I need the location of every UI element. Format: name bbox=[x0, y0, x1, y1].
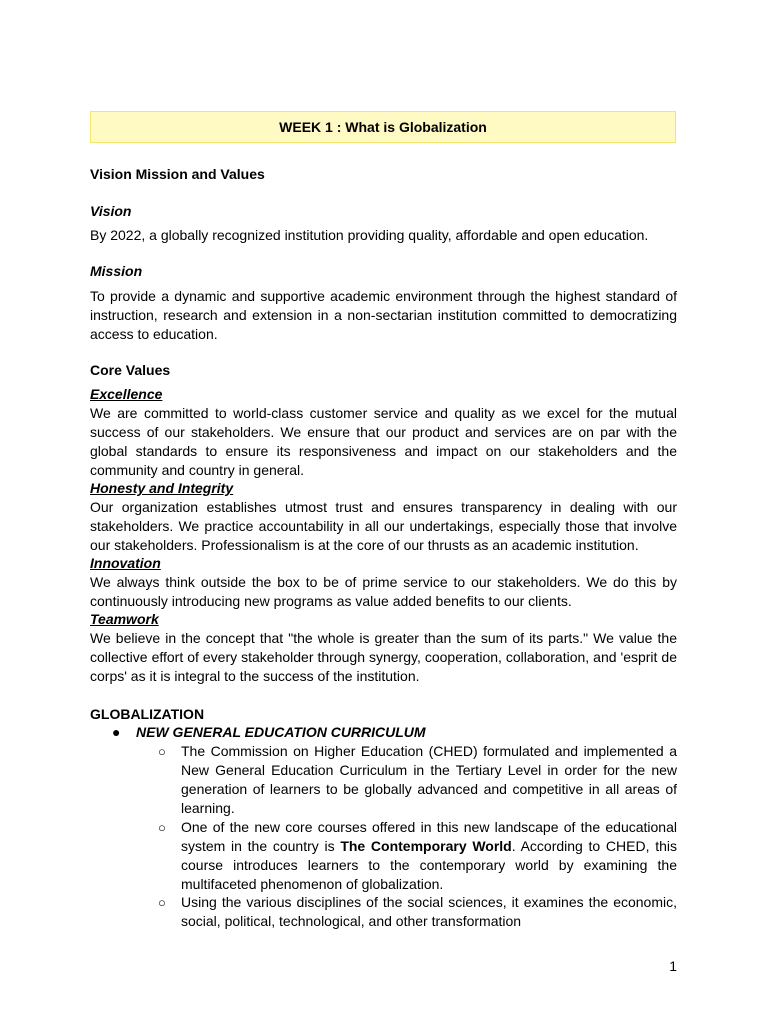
list-item bbox=[90, 818, 678, 894]
circle-bullet-icon: ○ bbox=[158, 895, 166, 910]
sub-item-text: The Commission on Higher Education (CHED) formulated and implemented a New General Education Curriculum in the Tertiary Level in order for the new generation of learners to be globally advanced and competitive in all areas of learning. bbox=[181, 743, 677, 816]
value-label-honesty-integrity: Honesty and Integrity bbox=[90, 480, 234, 496]
week-title-box bbox=[90, 111, 676, 143]
core-values-heading: Core Values bbox=[90, 362, 171, 378]
page-number: 1 bbox=[669, 958, 677, 974]
bullet-label: NEW GENERAL EDUCATION CURRICULUM bbox=[136, 724, 426, 740]
value-text-innovation: We always think outside the box to be of prime service to our stakeholders. We do this by continuously introducing new programs as value added benefits to our clients. bbox=[90, 574, 677, 609]
list-item bbox=[90, 742, 678, 818]
circle-bullet-icon: ○ bbox=[158, 744, 166, 759]
sub-item-text bbox=[181, 818, 677, 894]
value-label-excellence: Excellence bbox=[90, 386, 163, 402]
mission-label: Mission bbox=[90, 263, 143, 279]
value-text-honesty-integrity: Our organization establishes utmost trust and ensures transparency in dealing with our stakeholders. We practice accountability in all our undertakings, especially those that involve our stakeholders. Professionalism is at the core of our thrusts as an academic institution. bbox=[90, 499, 677, 553]
vision-text: By 2022, a globally recognized institution providing quality, affordable and open education. bbox=[90, 227, 649, 243]
sub-item-text-part: One of the new core courses offered in this new landscape of the educational system in the country is bbox=[181, 819, 677, 854]
circle-bullet-icon: ○ bbox=[158, 820, 166, 835]
globalization-heading: GLOBALIZATION bbox=[90, 706, 205, 722]
value-text-excellence: We are committed to world-class customer service and quality as we excel for the mutual success of our stakeholders. We ensure that our product and services are on par with the global standards to ensure its responsiveness and impact on our stakeholders and the community and country in general. bbox=[90, 405, 677, 478]
vmv-heading: Vision Mission and Values bbox=[90, 166, 265, 182]
vision-label: Vision bbox=[90, 203, 132, 219]
value-text-teamwork: We believe in the concept that "the whole is greater than the sum of its parts." We value the collective effort of every stakeholder through synergy, cooperation, collaboration, and 'esprit de corps' as it is integral to the success of the institution. bbox=[90, 630, 677, 684]
value-label-teamwork: Teamwork bbox=[90, 611, 159, 627]
course-name: The Contemporary World bbox=[340, 838, 512, 854]
value-label-innovation: Innovation bbox=[90, 555, 161, 571]
mission-text: To provide a dynamic and supportive academic environment through the highest standard of instruction, research and extension in a non-sectarian institution committed to democratizing access to education. bbox=[90, 288, 677, 342]
week-title: WEEK 1 : What is Globalization bbox=[279, 119, 487, 135]
list-item bbox=[90, 723, 678, 742]
bullet-icon: ● bbox=[112, 724, 121, 740]
sub-item-text: Using the various disciplines of the social sciences, it examines the economic, social, political, technological, and other transformation bbox=[181, 894, 677, 929]
list-item bbox=[90, 893, 678, 931]
sub-item-text-part: . According to CHED, this course introduces learners to the contemporary world by examining the multifaceted phenomenon of globalization. bbox=[181, 838, 677, 892]
